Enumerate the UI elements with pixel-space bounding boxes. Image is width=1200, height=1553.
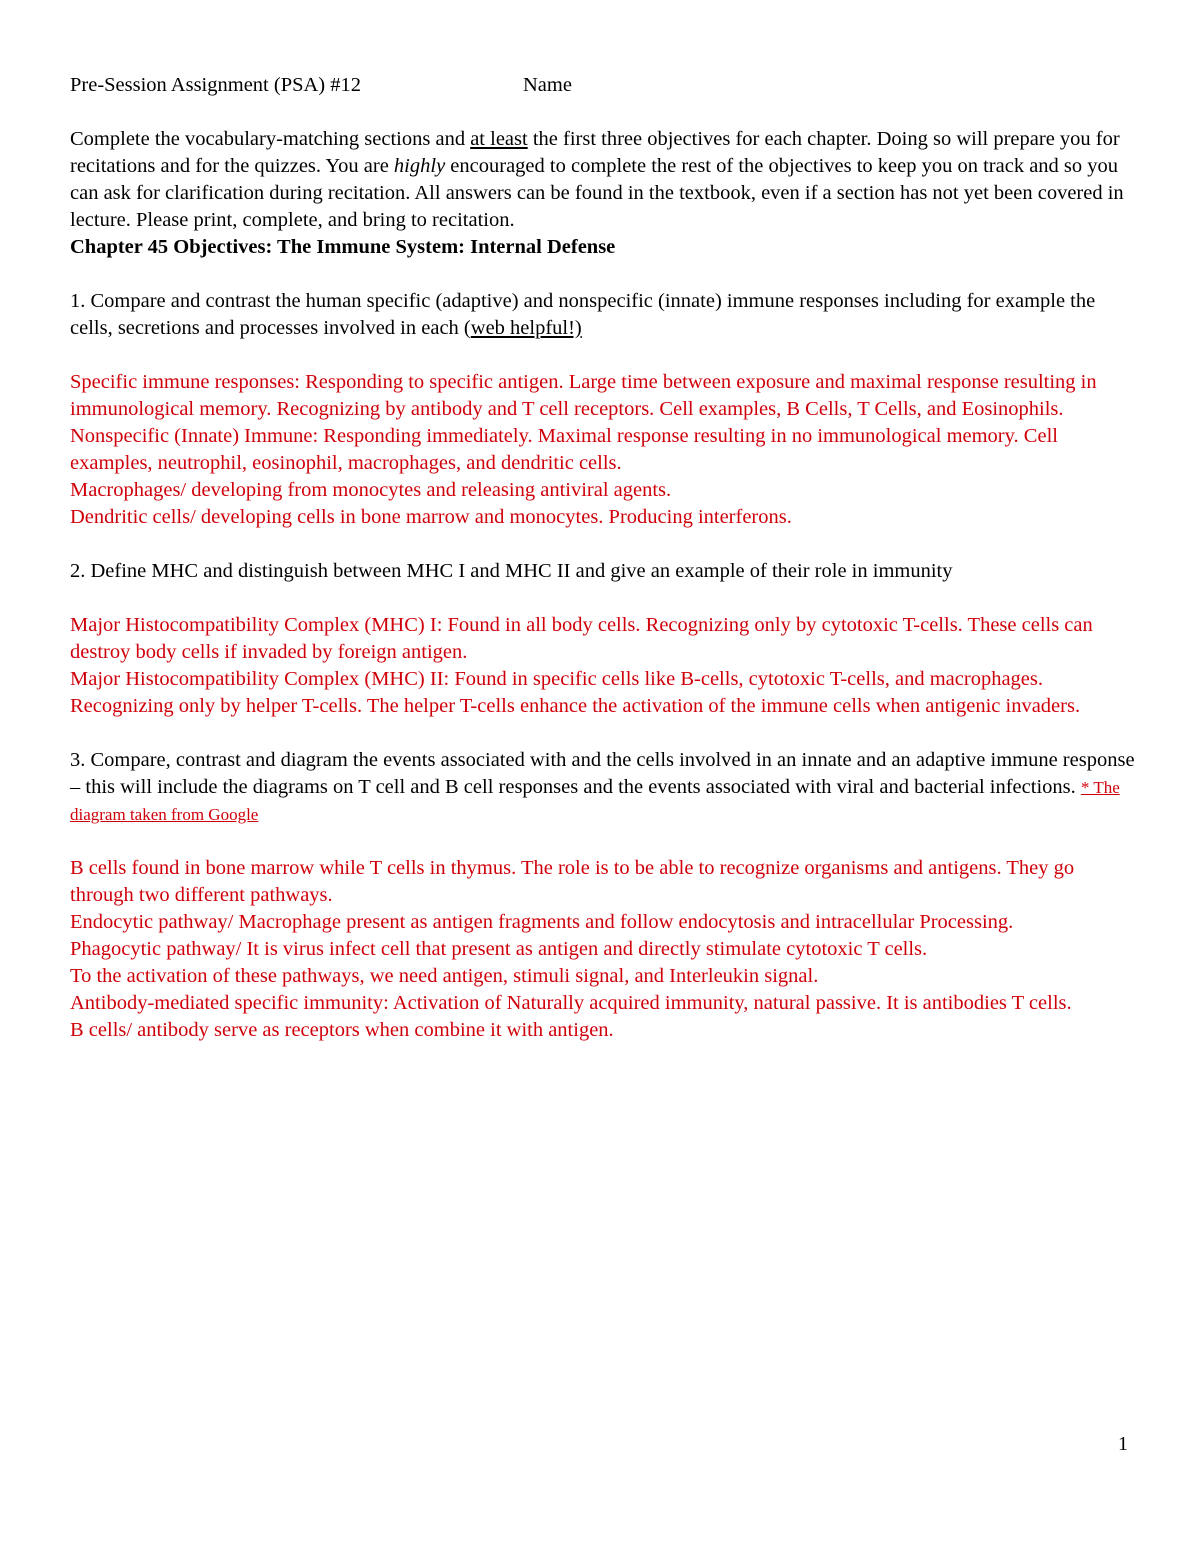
- objective-3-answer: [70, 855, 1140, 1044]
- web-helpful-link: web helpful!): [470, 317, 582, 339]
- name-label: Name: [523, 74, 572, 96]
- answer-line: Endocytic pathway/ Macrophage present as antigen fragments and follow endocytosis and intracellular Processing.: [70, 911, 1014, 933]
- instructions-underlined: at least: [470, 128, 528, 150]
- answer-line: B cells/ antibody serve as receptors when combine it with antigen.: [70, 1019, 614, 1041]
- answer-line: To the activation of these pathways, we need antigen, stimuli signal, and Interleukin signal.: [70, 965, 819, 987]
- document-header: [70, 72, 1140, 99]
- objective-1-prompt: [70, 288, 1140, 342]
- objective-3-prompt: [70, 747, 1140, 828]
- instructions-text-2: the first three objectives for each chapter. Doing so will prepare you for recitations and for the quizzes. You are: [70, 128, 1120, 177]
- assignment-title: Pre-Session Assignment (PSA) #12: [70, 74, 362, 96]
- objective-1-answer: [70, 369, 1140, 531]
- answer-line: Phagocytic pathway/ It is virus infect cell that present as antigen and directly stimulate cytotoxic T cells.: [70, 938, 928, 960]
- instructions-text-1: Complete the vocabulary-matching sections and: [70, 128, 471, 150]
- answer-line: Major Histocompatibility Complex (MHC) II: Found in specific cells like B-cells, cytotoxic T-cells, and macrophages. Recognizing only by helper T-cells. The helper T-cells enhance the activation of the immune cells when antigenic invaders.: [70, 668, 1081, 717]
- answer-line: Dendritic cells/ developing cells in bone marrow and monocytes. Producing interferons.: [70, 506, 792, 528]
- objective-1-text: 1. Compare and contrast the human specific (adaptive) and nonspecific (innate) immune responses including for example the cells, secretions and processes involved in each (: [70, 290, 1096, 339]
- answer-line: Major Histocompatibility Complex (MHC) I: Found in all body cells. Recognizing only by cytotoxic T-cells. These cells can destroy body cells if invaded by foreign antigen.: [70, 614, 1093, 663]
- answer-line: Macrophages/ developing from monocytes and releasing antiviral agents.: [70, 479, 672, 501]
- objective-2-prompt: 2. Define MHC and distinguish between MHC I and MHC II and give an example of their role in immunity: [70, 560, 953, 582]
- answer-line: Antibody-mediated specific immunity: Activation of Naturally acquired immunity, natural passive. It is antibodies T cells.: [70, 992, 1072, 1014]
- objective-3-text: 3. Compare, contrast and diagram the events associated with and the cells involved in an innate and an adaptive immune response – this will include the diagrams on T cell and B cell responses and the events associated with viral and bacterial infections.: [70, 749, 1135, 798]
- objective-2-answer: [70, 612, 1140, 720]
- instructions-italic: highly: [393, 155, 446, 177]
- page-number: 1: [1118, 1433, 1128, 1455]
- chapter-heading: Chapter 45 Objectives: The Immune System: Internal Defense: [70, 236, 616, 258]
- diagram-source-note: * The diagram taken from Google: [70, 778, 1120, 824]
- instructions-text-3: encouraged to complete the rest of the objectives to keep you on track and so you can ask for clarification during recitation. All answers can be found in the textbook, even if a section has not yet been covered in lecture. Please print, complete, and bring to recitation.: [70, 155, 1124, 231]
- document-page: [70, 72, 1140, 1044]
- answer-line: Specific immune responses: Responding to specific antigen. Large time between exposure and maximal response resulting in immunological memory. Recognizing by antibody and T cell receptors. Cell examples, B Cells, T Cells, and Eosinophils.: [70, 371, 1097, 420]
- answer-line: Nonspecific (Innate) Immune: Responding immediately. Maximal response resulting in no immunological memory. Cell examples, neutrophil, eosinophil, macrophages, and dendritic cells.: [70, 425, 1058, 474]
- answer-line: B cells found in bone marrow while T cells in thymus. The role is to be able to recognize organisms and antigens. They go through two different pathways.: [70, 857, 1075, 906]
- instructions-paragraph: [70, 126, 1140, 234]
